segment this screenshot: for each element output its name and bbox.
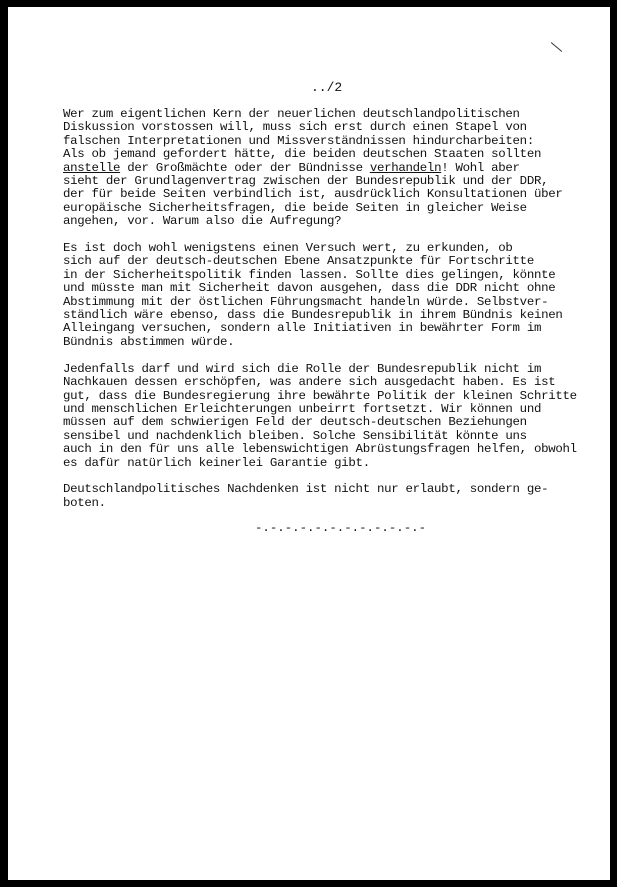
text-line: sensibel und nachdenklich bleiben. Solche Sensibilität könnte uns	[63, 428, 527, 443]
text-line: Bündnis abstimmen würde.	[63, 334, 235, 349]
text-line: gut, dass die Bundesregierung ihre bewährte Politik der kleinen Schritte	[63, 388, 577, 403]
text-line: ständlich wäre ebenso, dass die Bundesrepublik in ihrem Bündnis keinen	[63, 308, 563, 323]
body-text	[63, 108, 603, 524]
underlined-word: verhandeln	[369, 160, 442, 175]
text-line: sich auf der deutsch-deutschen Ebene Ansatzpunkte für Fortschritte	[63, 254, 534, 269]
text-line: Deutschlandpolitisches Nachdenken ist nicht nur erlaubt, sondern ge-	[63, 482, 549, 497]
text-line	[63, 162, 603, 175]
text-line: Als ob jemand gefordert hätte, die beiden deutschen Staaten sollten	[63, 147, 542, 162]
text-segment: der Großmächte oder der Bündnisse	[120, 160, 370, 175]
text-line: falschen Interpretationen und Missverständnissen hindurcharbeiten:	[63, 133, 534, 148]
text-line: Wer zum eigentlichen Kern der neuerlichen deutschlandpolitischen	[63, 107, 520, 121]
text-line: angehen, vor. Warum also die Aufregung?	[63, 214, 342, 229]
text-line: Jedenfalls darf und wird sich die Rolle der Bundesrepublik nicht im	[63, 361, 542, 376]
end-separator: -.-.-.-.-.-.-.-.-.-.-.-	[255, 521, 427, 535]
paragraph	[63, 242, 603, 349]
text-line: der für beide Seiten verbindlich ist, ausdrücklich Konsultationen über	[63, 187, 563, 202]
text-line: in der Sicherheitspolitik finden lassen. Sollte dies gelingen, könnte	[63, 267, 556, 282]
text-line: müssen auf dem schwierigen Feld der deutsch-deutschen Beziehungen	[63, 415, 527, 430]
document-page	[8, 7, 610, 880]
paragraph	[63, 363, 603, 470]
scan-artifact-mark	[551, 42, 563, 52]
text-line: Nachkauen dessen erschöpfen, was andere sich ausgedacht haben. Es ist	[63, 375, 556, 390]
text-line: Abstimmung mit der östlichen Führungsmacht handeln würde. Selbstver-	[63, 294, 549, 309]
text-line: und müsste man mit Sicherheit davon ausgehen, dass die DDR nicht ohne	[63, 281, 556, 296]
page-number: ../2	[311, 80, 343, 95]
text-line: auch in den für uns alle lebenswichtigen Abrüstungsfragen helfen, obwohl	[63, 442, 577, 457]
text-line: europäische Sicherheitsfragen, die beide Seiten in gleicher Weise	[63, 200, 527, 215]
text-line: Es ist doch wohl wenigstens einen Versuch wert, zu erkunden, ob	[63, 241, 513, 256]
text-segment: ! Wohl aber	[441, 160, 520, 175]
text-line: boten.	[63, 495, 106, 510]
paragraph	[63, 108, 603, 229]
text-line: Diskussion vorstossen will, muss sich erst durch einen Stapel von	[63, 120, 527, 135]
text-line: es dafür natürlich keinerlei Garantie gibt.	[63, 455, 370, 470]
paragraph	[63, 483, 603, 510]
text-line: sieht der Grundlagenvertrag zwischen der Bundesrepublik und der DDR,	[63, 174, 549, 189]
text-line: Alleingang versuchen, sondern alle Initiativen in bewährter Form im	[63, 321, 542, 336]
text-line: und menschlichen Erleichterungen unbeirrt fortsetzt. Wir können und	[63, 401, 542, 416]
underlined-word: anstelle	[63, 160, 121, 175]
